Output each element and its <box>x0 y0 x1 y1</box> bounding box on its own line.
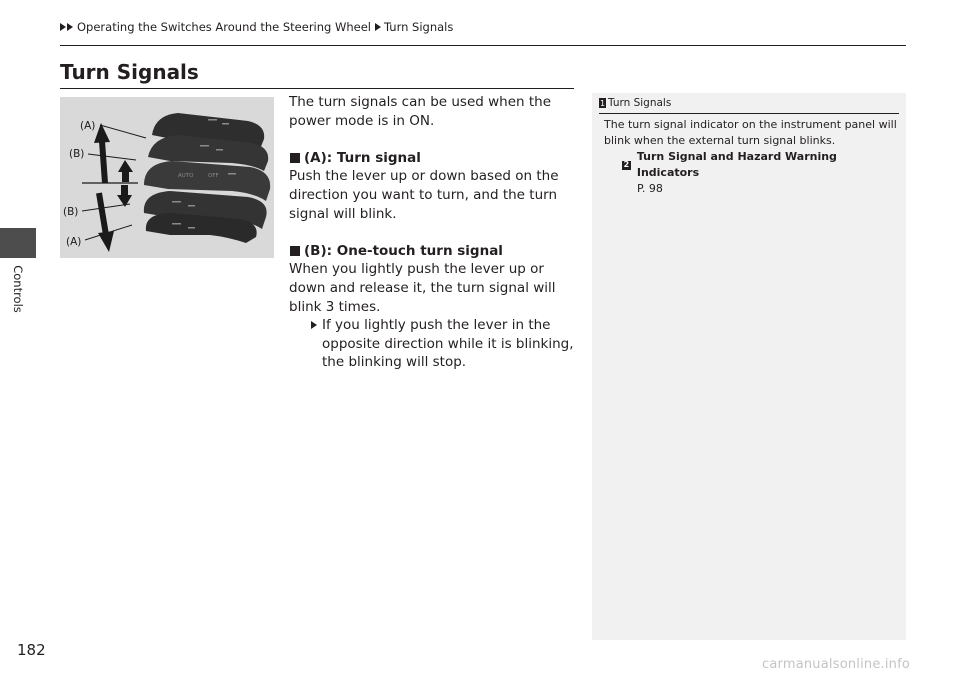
label-a-top: (A) <box>80 120 96 132</box>
section-b-note <box>289 316 579 372</box>
header-divider <box>60 45 906 46</box>
page-number: 182 <box>17 641 46 659</box>
arrow-down-long-icon <box>98 231 114 252</box>
sidebar-body <box>604 117 899 197</box>
breadcrumb-section[interactable]: Operating the Switches Around the Steering Wheel <box>77 20 371 34</box>
section-b-paragraph: When you lightly push the lever up or down and release it, the turn signal will blink 3 times. <box>289 261 556 315</box>
page-title: Turn Signals <box>60 60 199 84</box>
sidebar-title: Turn Signals <box>608 97 672 109</box>
section-marker-icon <box>290 246 300 256</box>
side-tab-label-wrap <box>9 264 27 314</box>
reference-icon: 2 <box>623 160 630 169</box>
section-b-heading <box>289 242 579 261</box>
sidebar-header <box>599 97 671 109</box>
side-tab-label: Controls <box>11 265 25 313</box>
section-a-heading-text: (A): Turn signal <box>304 149 421 166</box>
sidebar-reference-link[interactable] <box>604 149 899 181</box>
turn-signal-lever-illustration <box>60 97 274 258</box>
sidebar-divider <box>599 113 899 114</box>
section-b-heading-text: (B): One-touch turn signal <box>304 242 503 259</box>
sidebar-note <box>592 93 906 640</box>
main-content <box>289 93 579 372</box>
note-arrow-icon <box>311 321 317 329</box>
intro-paragraph: The turn signals can be used when the power mode is in ON. <box>289 94 552 129</box>
side-tab[interactable] <box>0 228 36 258</box>
label-b-bottom: (B) <box>63 206 79 218</box>
section-b-note-text: If you lightly push the lever in the opposite direction while it is blinking, the blinking will stop. <box>322 317 574 371</box>
sidebar-reference-page[interactable]: P. 98 <box>637 182 663 195</box>
title-divider <box>60 88 574 89</box>
section-a-heading <box>289 149 579 168</box>
breadcrumb <box>60 19 453 35</box>
turn-signal-lever-figure <box>60 97 274 258</box>
sidebar-text: The turn signal indicator on the instrument panel will blink when the external turn signal blinks. <box>604 118 897 147</box>
sidebar-tag-icon: 1 <box>599 98 606 108</box>
breadcrumb-arrow-icon <box>60 23 74 31</box>
sidebar-reference-title[interactable]: Turn Signal and Hazard Warning Indicators <box>636 150 837 179</box>
lever-auto-text: AUTO <box>178 173 194 179</box>
lever-off-text: OFF <box>208 173 219 179</box>
label-b-top: (B) <box>69 148 85 160</box>
arrow-up-short-icon <box>118 160 133 172</box>
section-marker-icon <box>290 153 300 163</box>
breadcrumb-page: Turn Signals <box>384 20 454 34</box>
section-a-paragraph: Push the lever up or down based on the direction you want to turn, and the turn signal will blink. <box>289 168 559 222</box>
breadcrumb-separator-icon <box>375 23 381 31</box>
label-a-bottom: (A) <box>66 236 82 248</box>
watermark: carmanualsonline.info <box>762 657 911 672</box>
